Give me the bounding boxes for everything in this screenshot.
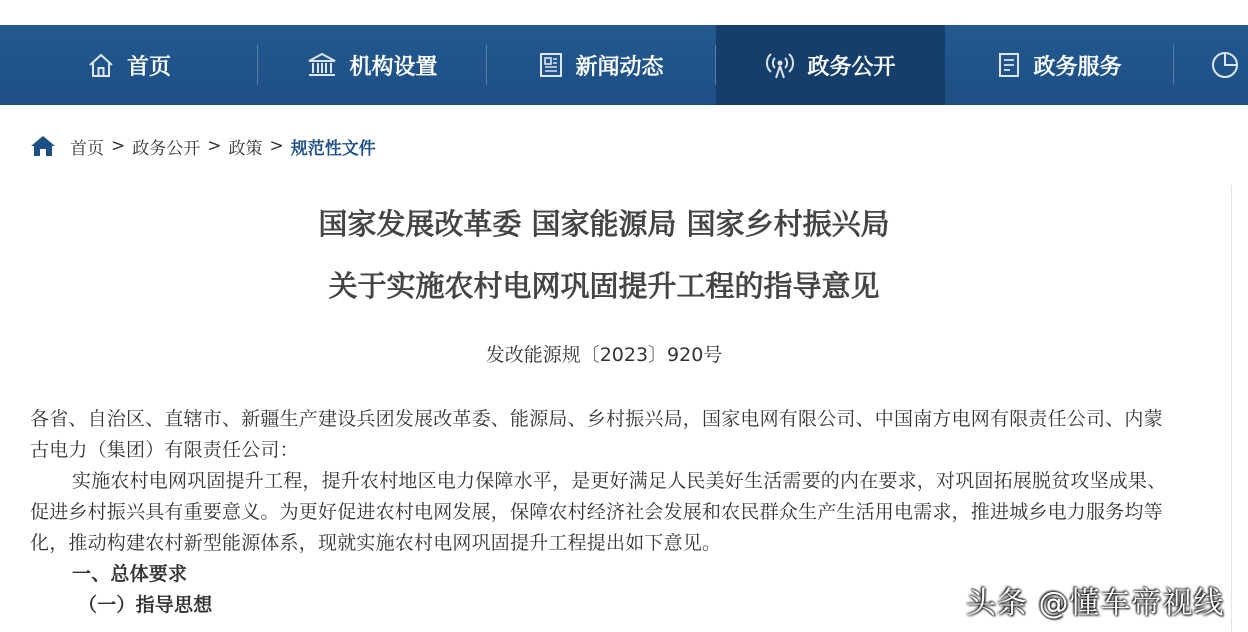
main-navbar	[0, 25, 1248, 105]
top-white-strip	[0, 0, 1248, 25]
nav-item-partial[interactable]	[1174, 25, 1248, 105]
content-right-border	[1231, 185, 1232, 632]
broadcast-signal-icon	[765, 51, 795, 79]
institution-building-icon	[307, 52, 337, 78]
breadcrumb-current[interactable]: 规范性文件	[290, 138, 376, 159]
breadcrumb-separator: >	[111, 136, 126, 156]
nav-label: 机构设置	[349, 54, 438, 80]
nav-item-home[interactable]	[0, 25, 258, 105]
document-number: 发改能源规〔2023〕920号	[485, 344, 723, 366]
article-title-line1: 国家发展改革委 国家能源局 国家乡村振兴局	[318, 207, 890, 241]
article-title-line2: 关于实施农村电网巩固提升工程的指导意见	[328, 269, 880, 303]
nav-item-government-affairs[interactable]	[716, 25, 945, 105]
subsection-heading: （一）指导思想	[78, 594, 213, 616]
breadcrumb-government-affairs[interactable]: 政务公开	[132, 138, 201, 159]
breadcrumb-separator: >	[269, 136, 284, 156]
nav-item-institutions[interactable]	[258, 25, 487, 105]
nav-item-government-services[interactable]	[945, 25, 1174, 105]
paragraph: 实施农村电网巩固提升工程，提升农村地区电力保障水平，是更好满足人民美好生活需要的内在要求，对巩固拓展脱贫攻坚成果、促进乡村振兴具有重要意义。为更好促进农村电网发展，保障农村经济社会发展和农民群众生产生活用电需求，推进城乡电力服务均等化，推动构建农村新型能源体系，现就实施农村电网巩固提升工程提出如下意见。	[30, 470, 1167, 554]
watermark: 头条 @懂车帝视线	[966, 586, 1225, 621]
addressees: 各省、自治区、直辖市、新疆生产建设兵团发展改革委、能源局、乡村振兴局，国家电网有限公司、中国南方电网有限责任公司、内蒙古电力（集团）有限责任公司：	[30, 408, 1163, 461]
nav-item-news[interactable]	[487, 25, 716, 105]
breadcrumb-home[interactable]: 首页	[70, 138, 104, 159]
newspaper-icon	[539, 52, 563, 78]
section-heading: 一、总体要求	[72, 563, 188, 585]
nav-label: 首页	[126, 54, 171, 80]
nav-label: 政务公开	[807, 54, 896, 80]
breadcrumb	[30, 132, 376, 160]
document-service-icon	[997, 52, 1021, 78]
breadcrumb-policy[interactable]: 政策	[228, 138, 263, 159]
breadcrumb-separator: >	[207, 136, 222, 156]
home-icon[interactable]	[30, 135, 56, 157]
pie-chart-icon	[1210, 50, 1240, 80]
nav-label: 政务服务	[1033, 54, 1122, 80]
home-outline-icon	[87, 52, 115, 78]
nav-label: 新闻动态	[575, 54, 664, 80]
